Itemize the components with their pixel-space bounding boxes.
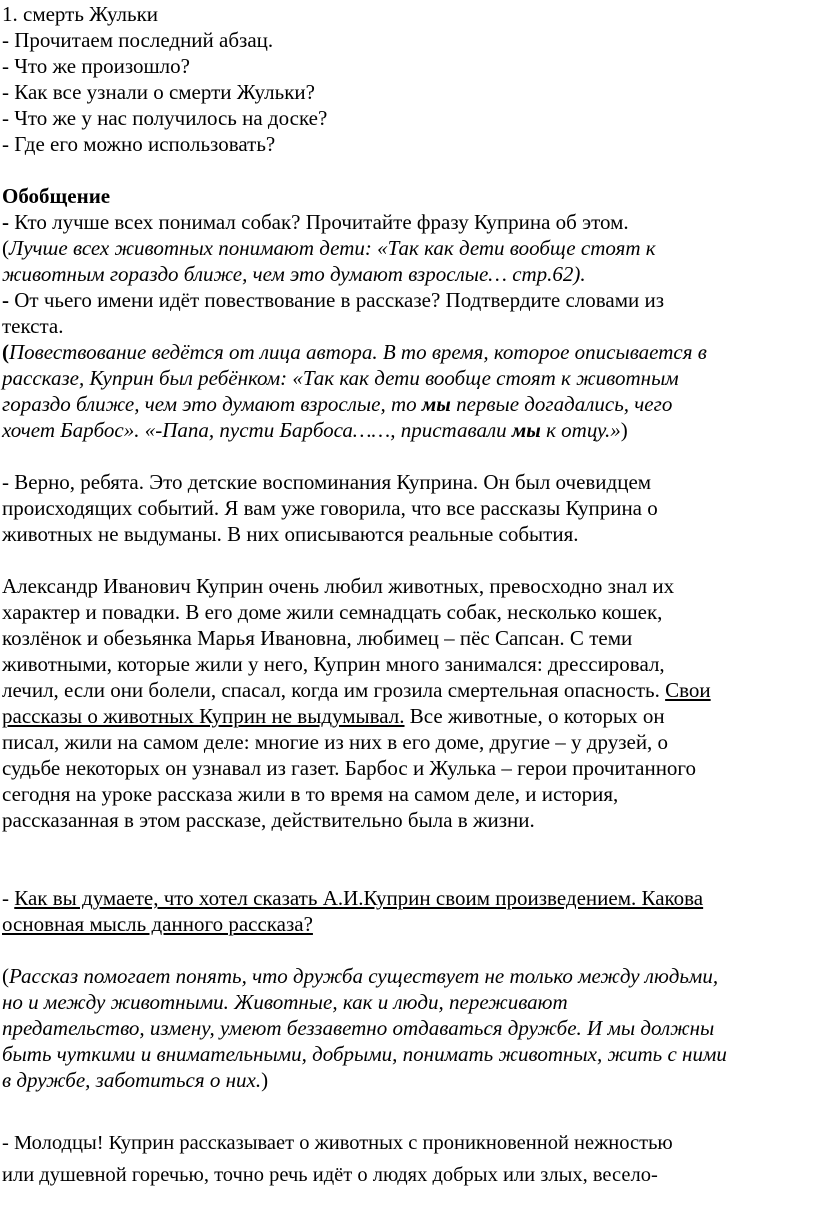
blank-line bbox=[2, 859, 810, 885]
blank-line bbox=[2, 833, 810, 859]
answer-3-line bbox=[2, 963, 810, 989]
answer-2-line bbox=[2, 417, 810, 443]
paragraph-line: животных не выдуманы. В них описываются реальные события. bbox=[2, 522, 579, 546]
paragraph-line bbox=[2, 703, 810, 729]
answer-text: в дружбе, заботиться о них. bbox=[2, 1068, 262, 1092]
question-3 bbox=[2, 885, 810, 911]
answer-text: Повествование ведётся от лица автора. В то время, которое описывается в bbox=[9, 340, 707, 364]
paren-close: ) bbox=[620, 418, 628, 442]
paragraph-text: Все животные, о которых он bbox=[404, 704, 665, 728]
paren-open: ( bbox=[2, 964, 9, 988]
paragraph-text: лечил, если они болели, спасал, когда им грозила смертельная опасность. bbox=[2, 678, 666, 702]
underlined-question: Как вы думаете, что хотел сказать А.И.Куприн своим произведением. Какова bbox=[14, 886, 704, 910]
emphasis-word: мы bbox=[421, 392, 451, 416]
paren-close: ) bbox=[261, 1068, 269, 1092]
answer-text: Лучше всех животных понимают дети: «Так как дети вообще стоят к bbox=[9, 236, 656, 260]
underlined-question: основная мысль данного рассказа? bbox=[2, 912, 313, 936]
question-dash: - bbox=[2, 886, 15, 910]
list-item: - Как все узнали о смерти Жульки? bbox=[2, 80, 315, 104]
question-dash: - bbox=[2, 288, 9, 312]
answer-text: гораздо ближе, чем это думают взрослые, то bbox=[2, 392, 422, 416]
paren-open: ( bbox=[2, 340, 9, 364]
answer-3-line: но и между животными. Животные, как и люди, переживают bbox=[2, 990, 568, 1014]
paragraph-line bbox=[2, 677, 810, 703]
list-item: - Где его можно использовать? bbox=[2, 132, 276, 156]
list-item: - Что же произошло? bbox=[2, 54, 190, 78]
blank-line bbox=[2, 937, 810, 963]
question-dash: - bbox=[2, 210, 9, 234]
question-text: От чьего имени идёт повествование в рассказе? Подтвердите словами из bbox=[9, 288, 665, 312]
question-1 bbox=[2, 209, 810, 235]
closing-line: или душевной горечью, точно речь идёт о людях добрых или злых, весело- bbox=[2, 1164, 658, 1186]
paragraph-line: Александр Иванович Куприн очень любил животных, превосходно знал их bbox=[2, 574, 675, 598]
document-page bbox=[2, 1, 810, 1191]
answer-2-line bbox=[2, 339, 810, 365]
paragraph-line: писал, жили на самом деле: многие из них в его доме, другие – у друзей, о bbox=[2, 730, 669, 754]
answer-3-line: предательство, измену, умеют беззаветно отдаваться дружбе. И мы должны bbox=[2, 1016, 715, 1040]
answer-1-line: животным гораздо ближе, чем это думают взрослые… стр.62). bbox=[2, 262, 586, 286]
underlined-text: рассказы о животных Куприн не выдумывал. bbox=[2, 704, 405, 728]
question-2-cont: текста. bbox=[2, 314, 64, 338]
blank-line bbox=[2, 547, 810, 573]
answer-2-line: рассказе, Куприн был ребёнком: «Так как дети вообще стоят к животным bbox=[2, 366, 679, 390]
answer-3-line bbox=[2, 1067, 810, 1093]
paragraph-line: происходящих событий. Я вам уже говорила, что все рассказы Куприна о bbox=[2, 496, 658, 520]
question-2 bbox=[2, 287, 810, 313]
paragraph-line: рассказанная в этом рассказе, действительно была в жизни. bbox=[2, 808, 535, 832]
summary-heading: Обобщение bbox=[2, 184, 111, 208]
closing-line: - Молодцы! Куприн рассказывает о животных с проникновенной нежностью bbox=[2, 1132, 673, 1154]
answer-2-line bbox=[2, 391, 810, 417]
answer-text: хочет Барбос». «-Папа, пусти Барбоса……, приставали bbox=[2, 418, 512, 442]
paragraph-line: характер и повадки. В его доме жили семнадцать собак, несколько кошек, bbox=[2, 600, 663, 624]
answer-1-line bbox=[2, 235, 810, 261]
list-item: - Прочитаем последний абзац. bbox=[2, 28, 274, 52]
paren-open: ( bbox=[2, 236, 9, 260]
answer-text: Рассказ помогает понять, что дружба существует не только между людьми, bbox=[9, 964, 719, 988]
question-text: Кто лучше всех понимал собак? Прочитайте фразу Куприна об этом. bbox=[9, 210, 629, 234]
blank-line bbox=[2, 157, 810, 183]
paragraph-line: животными, которые жили у него, Куприн много занимался: дрессировал, bbox=[2, 652, 665, 676]
spacer bbox=[2, 1119, 810, 1127]
section-heading: 1. смерть Жульки bbox=[2, 2, 159, 26]
paragraph-line: сегодня на уроке рассказа жили в то время на самом деле, и история, bbox=[2, 782, 619, 806]
underlined-text: Свои bbox=[665, 678, 711, 702]
list-item: - Что же у нас получилось на доске? bbox=[2, 106, 328, 130]
paragraph-line: - Верно, ребята. Это детские воспоминания Куприна. Он был очевидцем bbox=[2, 470, 652, 494]
emphasis-word: мы bbox=[511, 418, 541, 442]
answer-text: первые догадались, чего bbox=[450, 392, 673, 416]
paragraph-line: судьбе некоторых он узнавал из газет. Барбос и Жулька – герои прочитанного bbox=[2, 756, 697, 780]
blank-line bbox=[2, 443, 810, 469]
answer-text: к отцу.» bbox=[540, 418, 621, 442]
answer-3-line: быть чуткими и внимательными, добрыми, понимать животных, жить с ними bbox=[2, 1042, 727, 1066]
blank-line bbox=[2, 1093, 810, 1119]
paragraph-line: козлёнок и обезьянка Марья Ивановна, любимец – пёс Сапсан. С теми bbox=[2, 626, 633, 650]
